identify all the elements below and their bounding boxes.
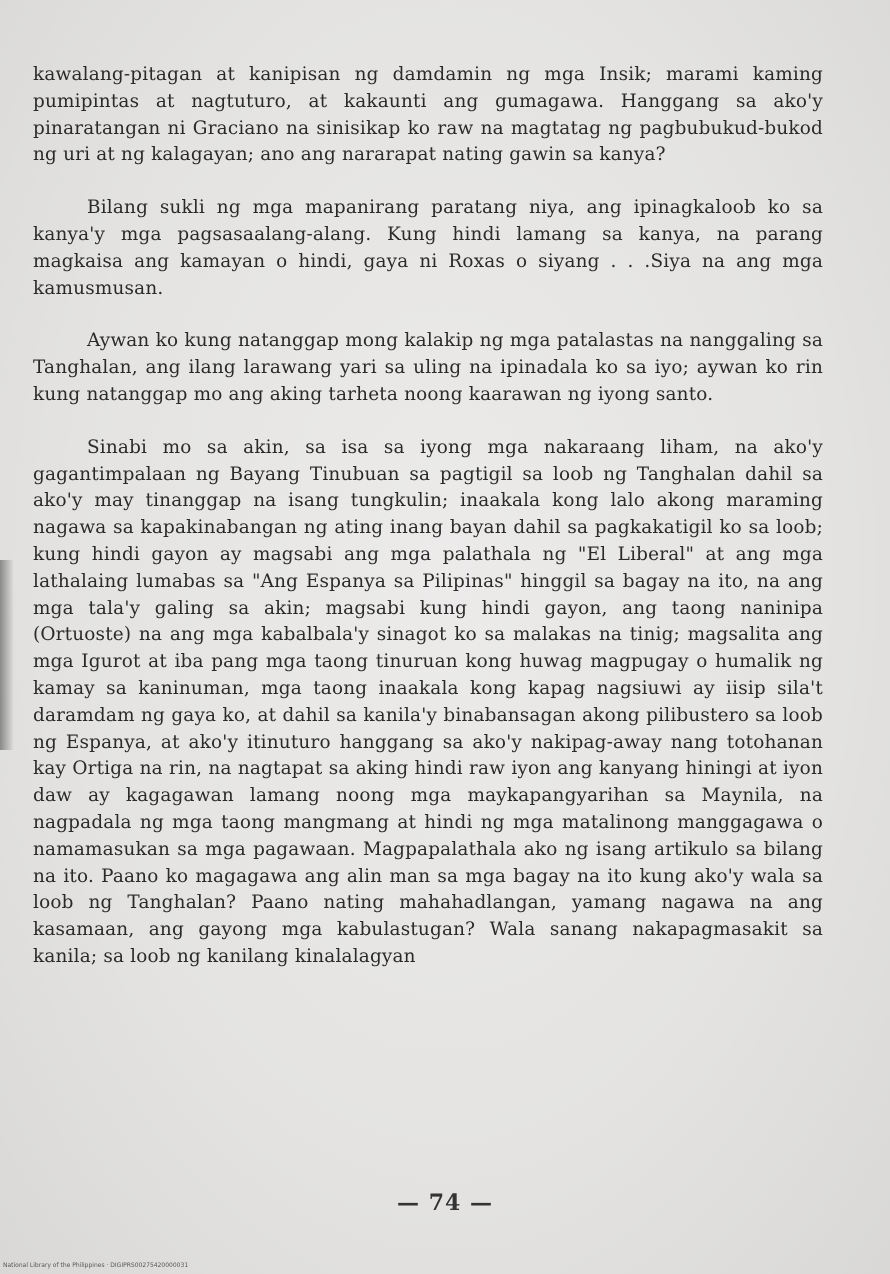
paragraph-1: kawalang-pitagan at kanipisan ng damdamin ng mga Insik; marami kaming pumipintas at nagtuturo, at kakaunti ang gumagawa. Hanggang sa ako'y pinaratangan ni Graciano na sinisikap ko raw na magtatag ng pagbubukud-bukod ng uri at ng kalagayan; ano ang nararapat nating gawin sa kanya? bbox=[33, 64, 823, 166]
page-number: — 74 — bbox=[397, 1190, 493, 1216]
library-footer-note: National Library of the Philippines · DIGIPRS00275420000031 bbox=[3, 1262, 189, 1269]
paragraph-4: Sinabi mo sa akin, sa isa sa iyong mga nakaraang liham, na ako'y gagantimpalaan ng Bayang Tinubuan sa pagtigil sa loob ng Tanghalan dahil sa ako'y may tinanggap na isang tungkulin; inaakala kong lalo akong maraming nagawa sa kapakinabangan ng ating inang bayan dahil sa pagkakatigil ko sa loob; kung hindi gayon ay magsabi ang mga palathala ng "El Liberal" at ang mga lathalaing lumabas sa "Ang Espanya sa Pilipinas" hinggil sa bagay na ito, na ang mga tala'y galing sa akin; magsabi kung hindi gayon, ang taong naninipa (Ortuoste) na ang mga kabalbala'y sinagot ko sa malakas na tinig; magsalita ang mga Igurot at iba pang mga taong tinuruan kong huwag magpugay o humalik ng kamay sa kaninuman, mga taong inaakala kong kapag nagsiuwi ay iisip sila't daramdam ng gaya ko, at dahil sa kanila'y binabansagan akong pilibustero sa loob ng Espanya, at ako'y itinuturo hanggang sa ako'y nakipag-away nang totohanan kay Ortiga na rin, na nagtapat sa aking hindi raw iyon ang kanyang hiningi at iyon daw ay kagagawan lamang noong mga maykapangyarihan sa Maynila, na nagpadala ng mga taong mangmang at hindi ng mga matalinong manggagawa o namamasukan sa mga pagawaan. Magpapalathala ako ng isang artikulo sa bilang na ito. Paano ko magagawa ang alin man sa mga bagay na ito kung ako'y wala sa loob ng Tanghalan? Paano nating mahahadlangan, yamang nagawa na ang kasamaan, ang gayong mga kabulastugan? Wala sanang nakapagmasakit sa kanila; sa loob ng kanilang kinalalagyan bbox=[33, 436, 823, 967]
body-text bbox=[33, 62, 823, 971]
paragraph-3: Aywan ko kung natanggap mong kalakip ng mga patalastas na nanggaling sa Tanghalan, ang ilang larawang yari sa uling na ipinadala ko sa iyo; aywan ko rin kung natanggap mo ang aking tarheta noong kaarawan ng iyong santo. bbox=[33, 330, 823, 405]
binding-shadow bbox=[0, 560, 14, 750]
paragraph-2: Bilang sukli ng mga mapanirang paratang niya, ang ipinagkaloob ko sa kanya'y mga pagsasaalang-alang. Kung hindi lamang sa kanya, na parang magkaisa ang kamayan o hindi, gaya ni Roxas o siyang . . .Siya na ang mga kamusmusan. bbox=[33, 197, 823, 299]
